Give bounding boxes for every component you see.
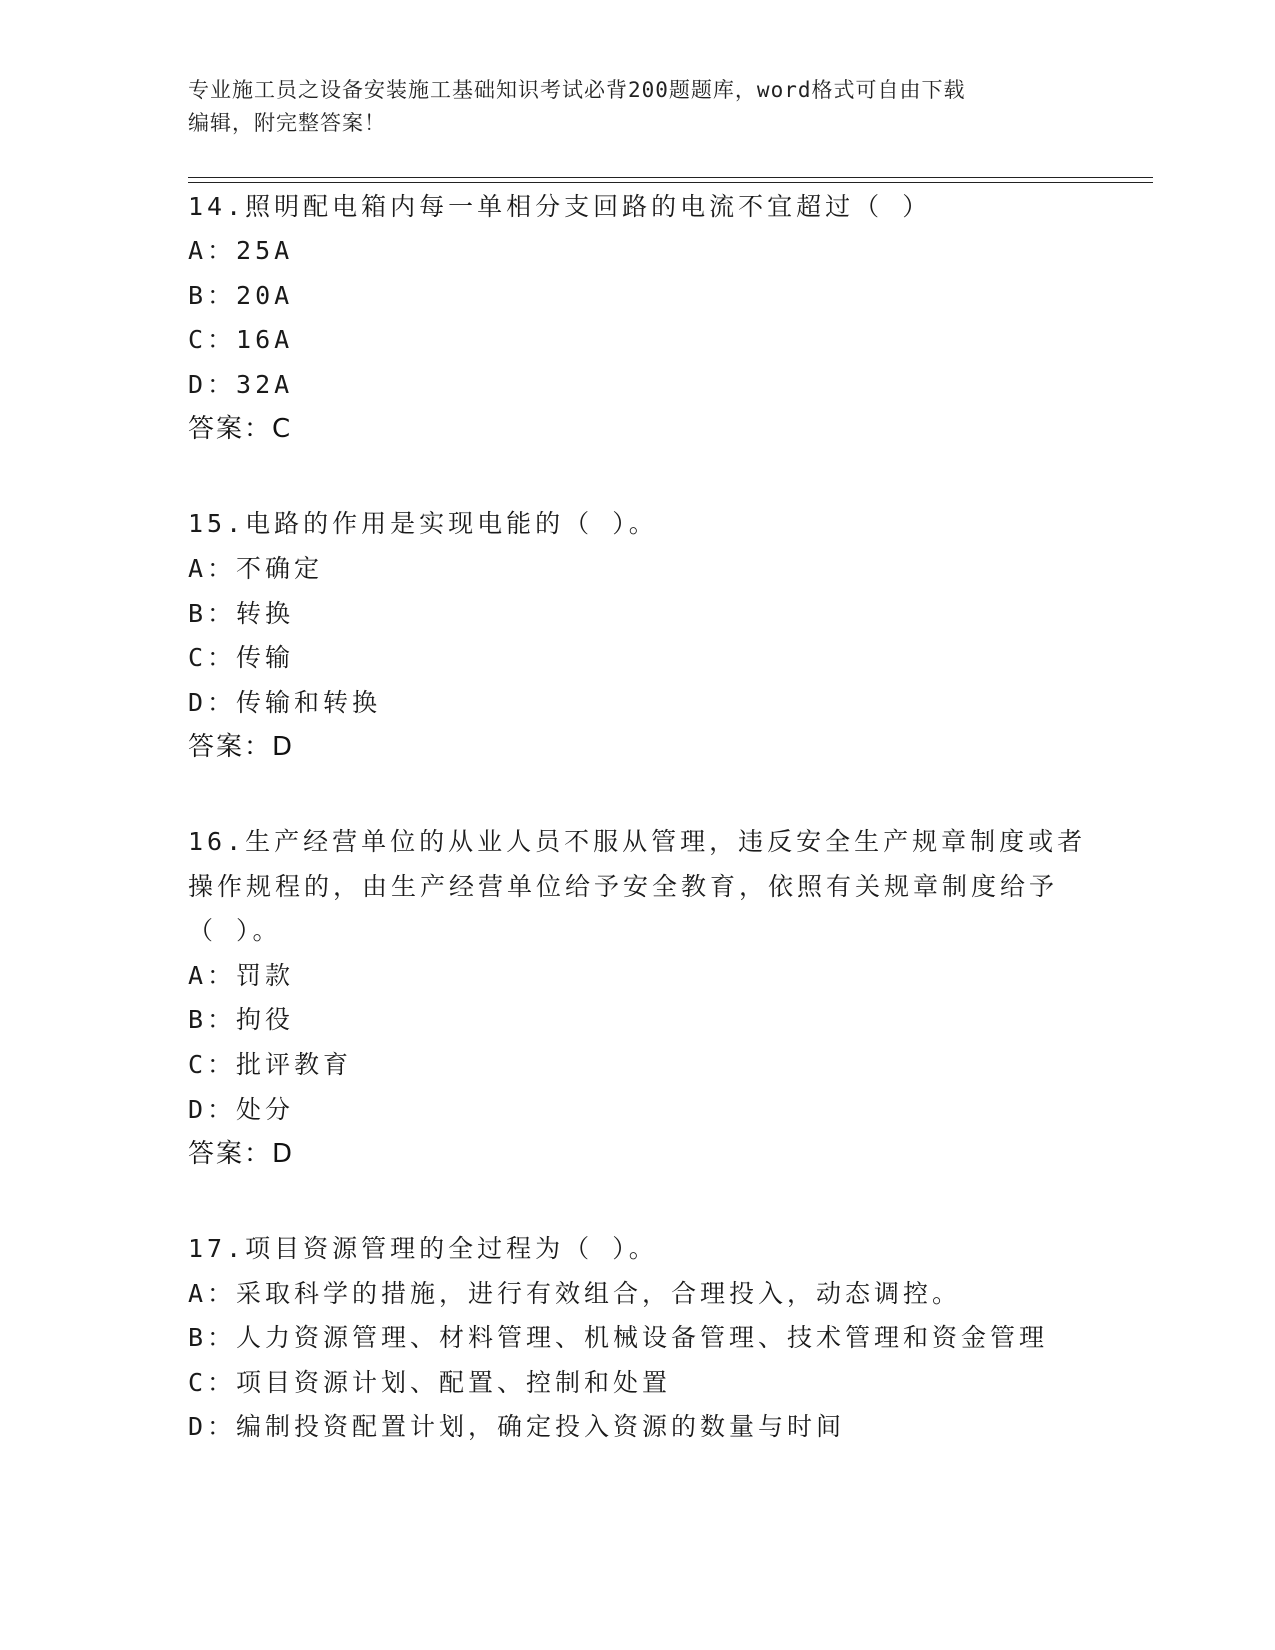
header-line-1: 专业施工员之设备安装施工基础知识考试必背200题题库，word格式可自由下载 bbox=[188, 78, 966, 102]
question-14-option-a: A：25A bbox=[188, 236, 294, 265]
header-line-2: 编辑，附完整答案！ bbox=[188, 111, 386, 135]
question-16-answer: 答案：D bbox=[188, 1139, 295, 1169]
question-14-option-d: D：32A bbox=[188, 370, 294, 399]
question-17-stem: 17.项目资源管理的全过程为（ ）。 bbox=[188, 1234, 658, 1263]
question-17-option-b: B：人力资源管理、材料管理、机械设备管理、技术管理和资金管理 bbox=[188, 1323, 1049, 1352]
question-15-option-d: D：传输和转换 bbox=[188, 688, 382, 717]
question-16-option-a: A：罚款 bbox=[188, 961, 295, 990]
question-16-stem-line-3: （ ）。 bbox=[188, 916, 282, 945]
question-17-option-c: C：项目资源计划、配置、控制和处置 bbox=[188, 1368, 672, 1397]
question-14-option-c: C：16A bbox=[188, 325, 294, 354]
question-16-option-b: B：拘役 bbox=[188, 1005, 295, 1034]
question-15-stem: 15.电路的作用是实现电能的（ ）。 bbox=[188, 509, 658, 538]
header-divider-bottom bbox=[188, 182, 1153, 183]
question-16-option-d: D：处分 bbox=[188, 1095, 295, 1124]
question-16-stem-line-1: 16.生产经营单位的从业人员不服从管理，违反安全生产规章制度或者 bbox=[188, 827, 1087, 856]
question-17-option-a: A：采取科学的措施，进行有效组合，合理投入，动态调控。 bbox=[188, 1279, 962, 1308]
document-header bbox=[188, 74, 1088, 140]
question-15-option-c: C：传输 bbox=[188, 643, 295, 672]
question-14-option-b: B：20A bbox=[188, 281, 294, 310]
question-15-option-b: B：转换 bbox=[188, 599, 295, 628]
question-14-answer: 答案：C bbox=[188, 414, 293, 444]
question-16-stem-line-2: 操作规程的，由生产经营单位给予安全教育，依照有关规章制度给予 bbox=[188, 872, 1059, 901]
header-divider-top bbox=[188, 177, 1153, 178]
question-15-option-a: A：不确定 bbox=[188, 554, 324, 583]
question-17-option-d: D：编制投资配置计划，确定投入资源的数量与时间 bbox=[188, 1412, 846, 1441]
question-16-option-c: C：批评教育 bbox=[188, 1050, 353, 1079]
question-14-stem: 14.照明配电箱内每一单相分支回路的电流不宜超过（ ） bbox=[188, 192, 932, 221]
question-15-answer: 答案：D bbox=[188, 732, 295, 762]
